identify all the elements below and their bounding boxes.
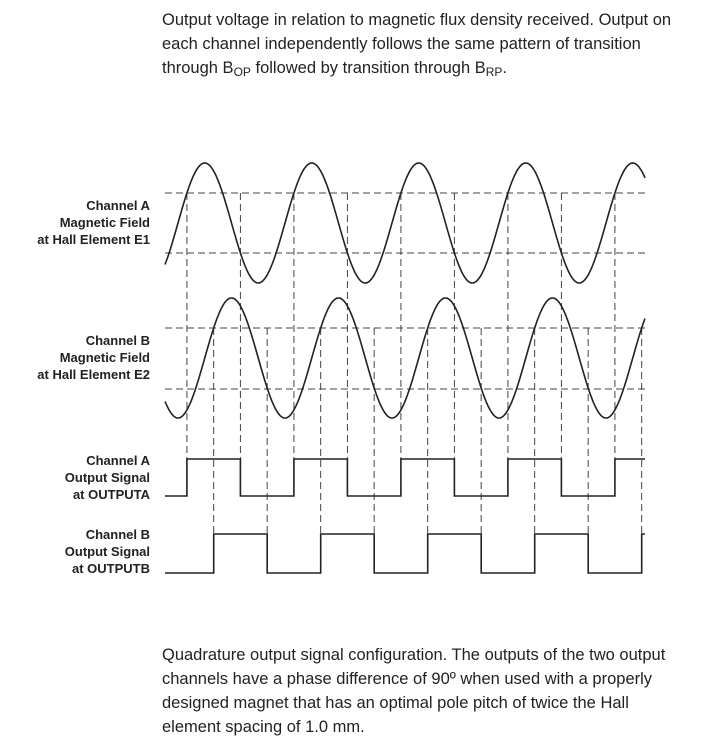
bop-subscript: OP: [233, 65, 251, 79]
label-channel-a-output-line1: Channel A: [86, 453, 150, 468]
channel-a-field-waveform: [165, 163, 645, 283]
channel-b-output-waveform: [165, 534, 645, 573]
label-channel-a-output-line2: Output Signal: [64, 470, 150, 485]
label-channel-b-output-line2: Output Signal: [64, 544, 150, 559]
caption-top-part3: .: [502, 59, 507, 77]
label-channel-b-output-line3: at OUTPUTB: [72, 561, 150, 576]
label-channel-b-field-line1: Channel B: [85, 333, 150, 348]
caption-top-part1: Output voltage in relation to magnetic flux density received. Output on each channel independently follows the same pattern of transition through B: [162, 11, 672, 77]
caption-top-part2: followed by transition through B: [250, 59, 486, 77]
label-channel-a-field-line1: Channel A: [86, 198, 150, 213]
label-channel-b-field-line2: Magnetic Field: [59, 350, 150, 365]
channel-a-output-waveform: [165, 459, 645, 496]
label-channel-a-output-line3: at OUTPUTA: [72, 487, 150, 502]
channel-b-field-waveform: [165, 298, 645, 418]
transition-guides: [187, 193, 642, 573]
label-channel-b-field-line3: at Hall Element E2: [37, 367, 150, 382]
label-channel-a-field-line2: Magnetic Field: [59, 215, 150, 230]
brp-subscript: RP: [485, 65, 503, 79]
caption-bottom: Quadrature output signal configuration. The outputs of the two output channels have a phase difference of 90º when used with a properly designed magnet that has an optimal pole pitch of twice the Hall element spacing of 1.0 mm.: [162, 646, 666, 736]
label-channel-a-field-line3: at Hall Element E1: [37, 232, 150, 247]
label-channel-b-output-line1: Channel B: [85, 527, 150, 542]
